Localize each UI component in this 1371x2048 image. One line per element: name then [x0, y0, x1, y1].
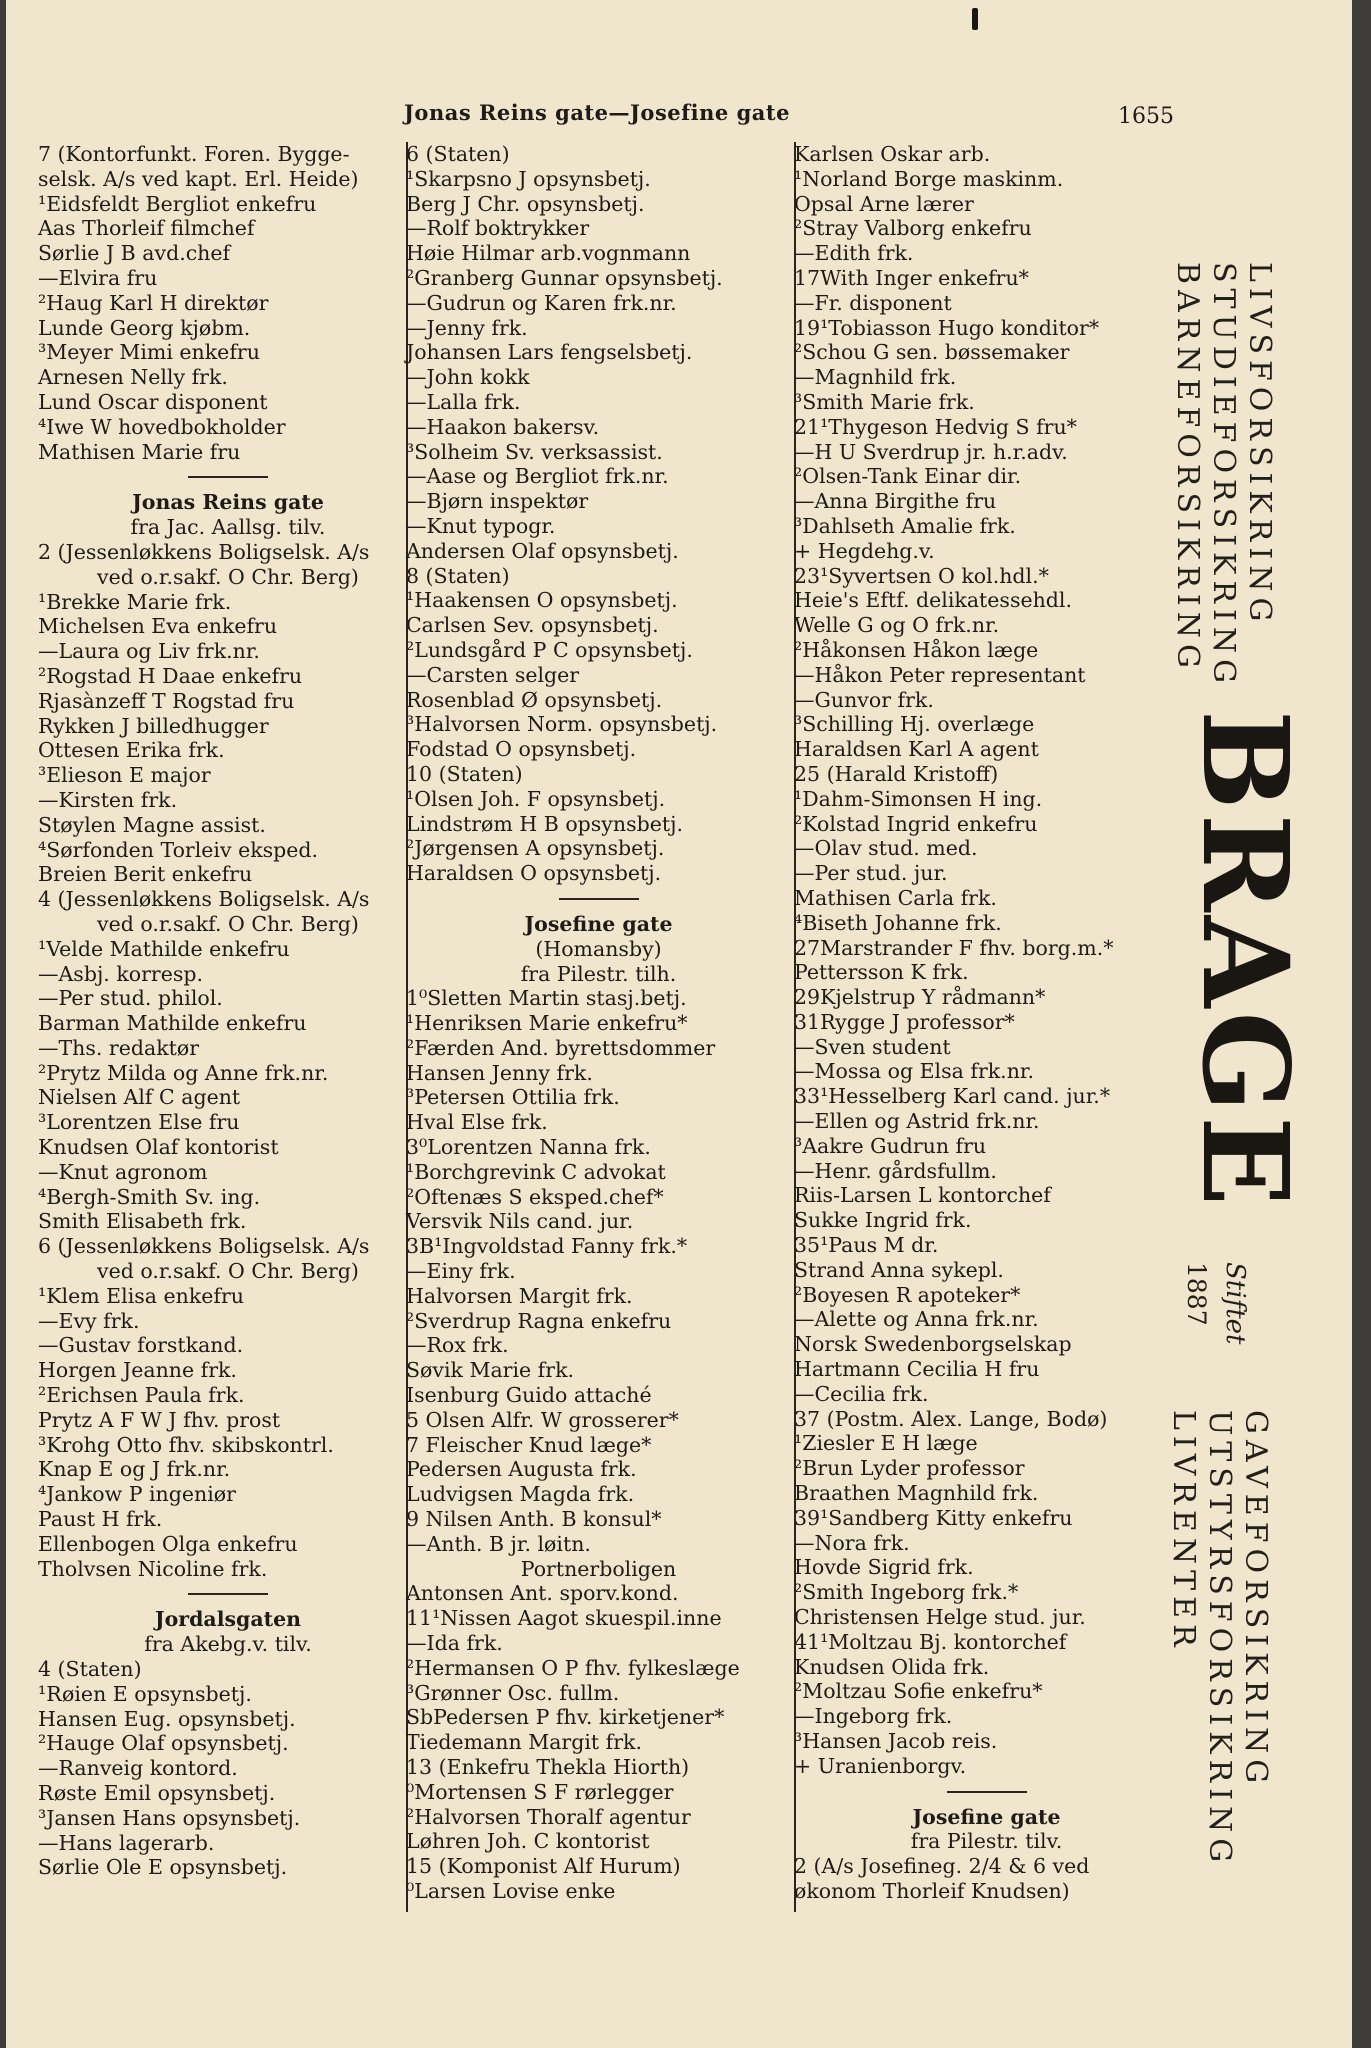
directory-column-1	[38, 142, 418, 1880]
directory-entry: Lunde Georg kjøbm.	[38, 315, 251, 340]
directory-entry: 7 Fleischer Knud læge*	[406, 1432, 652, 1457]
directory-entry: Hovde Sigrid frk.	[794, 1555, 974, 1580]
directory-entry: —Olav stud. med.	[794, 836, 978, 861]
directory-entry: ⁰Larsen Lovise enke	[406, 1878, 616, 1903]
directory-entry: Isenburg Guido attaché	[406, 1383, 652, 1408]
directory-entry: —Edith frk.	[794, 241, 914, 266]
directory-entry: —Knut typogr.	[406, 513, 556, 538]
directory-entry: Ottesen Erika frk.	[38, 738, 225, 763]
directory-entry: ²Håkonsen Håkon læge	[794, 637, 1039, 662]
directory-entry: 13 (Enkefru Thekla Hiorth)	[406, 1755, 690, 1779]
directory-entry: —Alette og Anna frk.nr.	[794, 1307, 1039, 1332]
directory-entry: ¹Skarpsno J opsynsbetj.	[406, 166, 651, 191]
directory-entry: —Per stud. philol.	[38, 986, 223, 1011]
directory-entry: Rjasànzeff T Rogstad fru	[38, 688, 295, 713]
directory-entry: ¹Borchgrevink C advokat	[406, 1159, 666, 1184]
directory-entry: ³Smith Marie frk.	[794, 389, 975, 414]
directory-entry: ¹Henriksen Marie enkefru*	[406, 1011, 688, 1036]
directory-entry: ²Moltzau Sofie enkefru*	[794, 1679, 1043, 1704]
directory-entry: 2 (Jessenløkkens Boligselsk. A/s	[38, 539, 370, 564]
section-divider	[38, 464, 418, 490]
directory-entry: ²Jørgensen A opsynsbetj.	[406, 836, 665, 861]
directory-entry: + Hegdehg.v.	[794, 538, 935, 563]
directory-entry: 37 (Postm. Alex. Lange, Bodø)	[794, 1406, 1108, 1431]
directory-entry: Andersen Olaf opsynsbetj.	[406, 538, 679, 563]
directory-entry: ³Krohg Otto fhv. skibskontrl.	[38, 1432, 334, 1457]
directory-entry: 35¹Paus M dr.	[794, 1233, 939, 1258]
directory-entry: ²Halvorsen Thoralf agentur	[406, 1804, 691, 1829]
directory-entry: 4 (Staten)	[38, 1657, 142, 1682]
directory-column-3	[794, 142, 1179, 1904]
directory-entry: Lindstrøm H B opsynsbetj.	[406, 811, 683, 836]
directory-entry: SbPedersen P fhv. kirketjener*	[406, 1705, 725, 1730]
directory-entry: ²Oftenæs S eksped.chef*	[406, 1184, 664, 1209]
street-heading: Jordalsgaten	[154, 1607, 302, 1632]
directory-entry: ²Smith Ingeborg frk.*	[794, 1580, 1019, 1605]
street-subheading: fra Pilestr. tilv.	[910, 1829, 1063, 1854]
directory-entry: —Ths. redaktør	[38, 1035, 200, 1060]
directory-entry: ¹Velde Mathilde enkefru	[38, 936, 290, 961]
directory-entry: ¹Røien E opsynsbetj.	[38, 1681, 252, 1706]
directory-entry: ³Lorentzen Else fru	[38, 1110, 240, 1135]
directory-entry: Breien Berit enkefru	[38, 862, 253, 887]
directory-entry: —Anth. B jr. løitn.	[406, 1531, 591, 1556]
directory-entry: Braathen Magnhild frk.	[794, 1481, 1039, 1506]
directory-entry: 31Rygge J professor*	[794, 1009, 1015, 1034]
directory-entry: ⁴Jankow P ingeniør	[38, 1482, 236, 1507]
street-subheading: fra Jac. Aallsg. tilv.	[130, 515, 326, 540]
directory-entry: —Rolf boktrykker	[406, 216, 590, 241]
directory-entry: ²Olsen-Tank Einar dir.	[794, 464, 1022, 489]
directory-entry: ⁴Bergh-Smith Sv. ing.	[38, 1184, 261, 1209]
directory-entry: 9 Nilsen Anth. B konsul*	[406, 1507, 662, 1532]
directory-entry: Berg J Chr. opsynsbetj.	[406, 191, 645, 216]
directory-entry: Haraldsen Karl A agent	[794, 737, 1039, 762]
ad-line-utstyrsforsikring: UTSTYRSFORSIKRING	[1202, 1410, 1237, 1869]
directory-entry: 11¹Nissen Aagot skuespil.inne	[406, 1606, 722, 1631]
page-header-title: Jonas Reins gate—Josefine gate	[404, 100, 790, 125]
directory-entry: —Gustav forstkand.	[38, 1333, 244, 1358]
directory-entry: Sørlie Ole E opsynsbetj.	[38, 1855, 288, 1880]
directory-entry: —Ranveig kontord.	[38, 1756, 238, 1781]
directory-entry: —Bjørn inspektør	[406, 489, 589, 514]
directory-entry: —Magnhild frk.	[794, 365, 957, 390]
directory-entry: ²Sverdrup Ragna enkefru	[406, 1308, 672, 1333]
page-number: 1655	[1118, 104, 1174, 129]
directory-entry: 6 (Staten)	[406, 142, 510, 166]
directory-entry: Mathisen Marie fru	[38, 439, 241, 464]
street-subheading: ved o.r.sakf. O Chr. Berg)	[97, 564, 359, 589]
directory-entry: ³Dahlseth Amalie frk.	[794, 513, 1016, 538]
directory-page	[6, 0, 1352, 2048]
directory-entry: —H U Sverdrup jr. h.r.adv.	[794, 439, 1068, 464]
directory-entry: 6 (Jessenløkkens Boligselsk. A/s	[38, 1234, 370, 1259]
directory-entry: Sørlie J B avd.chef	[38, 241, 231, 266]
directory-entry: ²Schou G sen. bøssemaker	[794, 340, 1070, 365]
directory-entry: —Mossa og Elsa frk.nr.	[794, 1059, 1034, 1084]
directory-entry: —Henr. gårdsfullm.	[794, 1158, 997, 1183]
directory-entry: Knap E og J frk.nr.	[38, 1457, 231, 1482]
brage-logo: BRAGE	[1176, 710, 1315, 1211]
directory-entry: ³Elieson E major	[38, 763, 211, 788]
directory-entry: 29Kjelstrup Y rådmann*	[794, 985, 1046, 1010]
directory-entry: 41¹Moltzau Bj. kontorchef	[794, 1629, 1067, 1654]
street-subheading: fra Akebg.v. tilv.	[144, 1632, 312, 1657]
directory-entry: —Cecilia frk.	[794, 1381, 929, 1406]
directory-entry: Mathisen Carla frk.	[794, 885, 997, 910]
directory-entry: ⁰Mortensen S F rørlegger	[406, 1779, 674, 1804]
ad-line-livrenter: LIVRENTER	[1166, 1410, 1201, 1653]
directory-entry: ³Jansen Hans opsynsbetj.	[38, 1805, 301, 1830]
directory-entry: ¹Norland Borge maskinm.	[794, 166, 1064, 191]
directory-entry: Halvorsen Margit frk.	[406, 1283, 633, 1308]
street-heading: Josefine gate	[912, 1804, 1061, 1829]
street-heading: Josefine gate	[524, 911, 673, 936]
directory-entry: ²Prytz Milda og Anne frk.nr.	[38, 1060, 329, 1085]
directory-entry: Knudsen Olida frk.	[794, 1654, 990, 1679]
directory-entry: ²Hermansen O P fhv. fylkeslæge	[406, 1655, 740, 1680]
directory-entry: Ellenbogen Olga enkefru	[38, 1531, 298, 1556]
directory-entry: Johansen Lars fengselsbetj.	[406, 340, 693, 365]
directory-entry: ¹Brekke Marie frk.	[38, 589, 232, 614]
directory-entry: ¹Klem Elisa enkefru	[38, 1283, 244, 1308]
directory-entry: 15 (Komponist Alf Hurum)	[406, 1854, 681, 1879]
directory-entry: Versvik Nils cand. jur.	[406, 1209, 634, 1234]
street-subheading: (Homansby)	[535, 936, 662, 961]
directory-entry: ¹Eidsfeldt Bergliot enkefru	[38, 191, 317, 216]
directory-entry: —Gunvor frk.	[794, 687, 934, 712]
directory-entry: ²Lundsgård P C opsynsbetj.	[406, 637, 693, 662]
section-divider	[794, 1779, 1179, 1805]
directory-entry: —Sven student	[794, 1034, 951, 1059]
directory-entry: Hansen Eug. opsynsbetj.	[38, 1706, 296, 1731]
directory-entry: ³Solheim Sv. verksassist.	[406, 439, 663, 464]
directory-entry: 17With Inger enkefru*	[794, 265, 1029, 290]
directory-entry: 23¹Syvertsen O kol.hdl.*	[794, 563, 1049, 588]
directory-entry: —Laura og Liv frk.nr.	[38, 639, 260, 664]
directory-entry: —Ingeborg frk.	[794, 1704, 953, 1729]
directory-entry: Horgen Jeanne frk.	[38, 1358, 237, 1383]
directory-entry: —Knut agronom	[38, 1159, 208, 1184]
founded-year: 1887	[1182, 1262, 1211, 1326]
directory-entry: Pettersson K frk.	[794, 960, 969, 985]
directory-entry: ²Brun Lyder professor	[794, 1456, 1025, 1481]
directory-entry: —Jenny frk.	[406, 315, 528, 340]
directory-entry: Hansen Jenny frk.	[406, 1060, 593, 1085]
directory-entry: ⁴Iwe W hovedbokholder	[38, 414, 286, 439]
directory-entry: ³Grønner Osc. fullm.	[406, 1680, 620, 1705]
street-heading: Jonas Reins gate	[132, 490, 324, 515]
ad-line-studieforsikring: STUDIEFORSIKRING	[1206, 262, 1241, 690]
directory-entry: Rosenblad Ø opsynsbetj.	[406, 687, 663, 712]
directory-entry: selsk. A/s ved kapt. Erl. Heide)	[38, 166, 359, 191]
directory-entry: Hval Else frk.	[406, 1110, 548, 1135]
directory-entry: Opsal Arne lærer	[794, 191, 974, 216]
directory-entry: —Carsten selger	[406, 662, 580, 687]
directory-entry: —Per stud. jur.	[794, 861, 948, 886]
directory-entry: Støylen Magne assist.	[38, 812, 266, 837]
directory-entry: —Lalla frk.	[406, 389, 521, 414]
directory-entry: —Evy frk.	[38, 1308, 140, 1333]
directory-entry: ²Rogstad H Daae enkefru	[38, 663, 303, 688]
directory-entry: 3⁰Lorentzen Nanna frk.	[406, 1135, 651, 1160]
street-subheading: ved o.r.sakf. O Chr. Berg)	[97, 911, 359, 936]
directory-entry: —Fr. disponent	[794, 290, 952, 315]
directory-entry: ²Færden And. byrettsdommer	[406, 1035, 716, 1060]
directory-entry: Paust H frk.	[38, 1507, 163, 1532]
directory-entry: —Asbj. korresp.	[38, 961, 203, 986]
directory-entry: Høie Hilmar arb.vognmann	[406, 241, 691, 266]
directory-entry: Ludvigsen Magda frk.	[406, 1482, 635, 1507]
directory-entry: Haraldsen O opsynsbetj.	[406, 861, 662, 886]
directory-entry: Pedersen Augusta frk.	[406, 1457, 637, 1482]
directory-entry: ¹Haakensen O opsynsbetj.	[406, 588, 678, 613]
directory-entry: Prytz A F W J fhv. prost	[38, 1407, 281, 1432]
directory-entry: Carlsen Sev. opsynsbetj.	[406, 613, 659, 638]
street-subheading: Portnerboligen	[520, 1556, 677, 1581]
directory-entry: 10 (Staten)	[406, 761, 523, 786]
directory-entry: —Nora frk.	[794, 1530, 910, 1555]
directory-entry: —Gudrun og Karen frk.nr.	[406, 290, 677, 315]
directory-entry: Sukke Ingrid frk.	[794, 1208, 972, 1233]
directory-entry: —Rox frk.	[406, 1333, 509, 1358]
directory-entry: Riis-Larsen L kontorchef	[794, 1183, 1051, 1208]
directory-entry: Heie's Eftf. delikatessehdl.	[794, 588, 1073, 613]
directory-entry: Knudsen Olaf kontorist	[38, 1135, 279, 1160]
directory-entry: ²Boyesen R apoteker*	[794, 1282, 1021, 1307]
directory-entry: Arnesen Nelly frk.	[38, 365, 228, 390]
directory-entry: ³Hansen Jacob reis.	[794, 1729, 998, 1753]
directory-entry: Hartmann Cecilia H fru	[794, 1357, 1040, 1382]
directory-entry: —Ida frk.	[406, 1631, 503, 1656]
directory-entry: ¹Ziesler E H læge	[794, 1431, 978, 1456]
directory-entry: —Einy frk.	[406, 1259, 516, 1284]
directory-entry: ¹Olsen Joh. F opsynsbetj.	[406, 786, 666, 811]
directory-entry: 39¹Sandberg Kitty enkefru	[794, 1505, 1073, 1530]
directory-entry: Norsk Swedenborgselskap	[794, 1332, 1072, 1357]
directory-entry: Rykken J billedhugger	[38, 713, 269, 738]
directory-entry: 21¹Thygeson Hedvig S fru*	[794, 414, 1077, 439]
directory-entry: 5 Olsen Alfr. W grosserer*	[406, 1407, 679, 1432]
directory-column-2	[406, 142, 791, 1904]
directory-entry: Smith Elisabeth frk.	[38, 1209, 247, 1234]
directory-entry: Welle G og O frk.nr.	[794, 613, 1000, 638]
directory-entry: ²Kolstad Ingrid enkefru	[794, 811, 1038, 836]
directory-entry: ⁴Sørfonden Torleiv eksped.	[38, 837, 319, 862]
directory-entry: 27Marstrander F fhv. borg.m.*	[794, 935, 1114, 960]
directory-entry: —Hans lagerarb.	[38, 1830, 215, 1855]
directory-entry: 4 (Jessenløkkens Boligselsk. A/s	[38, 887, 370, 912]
street-subheading: fra Pilestr. tilh.	[520, 961, 677, 986]
directory-entry: Barman Mathilde enkefru	[38, 1011, 307, 1036]
ad-line-livsforsikring: LIVSFORSIKRING	[1242, 262, 1277, 628]
section-divider	[406, 886, 791, 912]
directory-entry: Nielsen Alf C agent	[38, 1085, 241, 1110]
directory-entry: ³Meyer Mimi enkefru	[38, 340, 260, 365]
directory-entry: ³Schilling Hj. overlæge	[794, 712, 1035, 737]
directory-entry: Løhren Joh. C kontorist	[406, 1829, 650, 1854]
directory-entry: Tiedemann Margit frk.	[406, 1730, 642, 1755]
directory-entry: ²Haug Karl H direktør	[38, 290, 269, 315]
directory-entry: Lund Oscar disponent	[38, 389, 268, 414]
directory-entry: Tholvsen Nicoline frk.	[38, 1556, 268, 1581]
directory-entry: ²Granberg Gunnar opsynsbetj.	[406, 265, 723, 290]
directory-entry: ²Erichsen Paula frk.	[38, 1383, 245, 1408]
directory-entry: + Uranienborgv.	[794, 1753, 967, 1778]
directory-entry: —Ellen og Astrid frk.nr.	[794, 1109, 1040, 1134]
binder-mark	[972, 8, 978, 30]
directory-entry: ²Stray Valborg enkefru	[794, 216, 1032, 241]
directory-entry: —Anna Birgithe fru	[794, 489, 997, 514]
directory-entry: 7 (Kontorfunkt. Foren. Bygge-	[38, 142, 350, 166]
directory-entry: ³Petersen Ottilia frk.	[406, 1085, 620, 1110]
directory-entry: 2 (A/s Josefineg. 2/4 & 6 ved	[794, 1854, 1090, 1879]
directory-entry: Karlsen Oskar arb.	[794, 142, 991, 166]
ad-line-barneforsikring: BARNEFORSIKRING	[1170, 262, 1205, 674]
directory-entry: Søvik Marie frk.	[406, 1358, 575, 1383]
ad-line-gaveforsikring: GAVEFORSIKRING	[1238, 1410, 1273, 1790]
directory-entry: 8 (Staten)	[406, 563, 510, 588]
directory-entry: ⁴Biseth Johanne frk.	[794, 910, 1002, 935]
directory-entry: —Aase og Bergliot frk.nr.	[406, 464, 669, 489]
directory-entry: Christensen Helge stud. jur.	[794, 1605, 1086, 1630]
directory-entry: —Kirsten frk.	[38, 787, 178, 812]
directory-entry: —John kokk	[406, 365, 530, 390]
directory-entry: —Elvira fru	[38, 265, 158, 290]
directory-entry: Michelsen Eva enkefru	[38, 614, 278, 639]
directory-entry: 19¹Tobiasson Hugo konditor*	[794, 315, 1100, 340]
directory-entry: Aas Thorleif filmchef	[38, 216, 255, 241]
directory-entry: Strand Anna sykepl.	[794, 1257, 1004, 1282]
section-divider	[38, 1581, 418, 1607]
directory-entry: 33¹Hesselberg Karl cand. jur.*	[794, 1084, 1111, 1109]
directory-entry: økonom Thorleif Knudsen)	[794, 1878, 1070, 1903]
directory-entry: ³Aakre Gudrun fru	[794, 1133, 987, 1158]
street-subheading: ved o.r.sakf. O Chr. Berg)	[97, 1259, 359, 1284]
founded-label: Stiftet	[1220, 1262, 1250, 1345]
directory-entry: 1⁰Sletten Martin stasj.betj.	[406, 986, 687, 1011]
directory-entry: Røste Emil opsynsbetj.	[38, 1781, 276, 1805]
directory-entry: Antonsen Ant. sporv.kond.	[406, 1581, 679, 1606]
directory-entry: ²Hauge Olaf opsynsbetj.	[38, 1731, 289, 1756]
directory-entry: Fodstad O opsynsbetj.	[406, 737, 637, 762]
directory-entry: —Haakon bakersv.	[406, 414, 600, 439]
directory-entry: ¹Dahm-Simonsen H ing.	[794, 786, 1043, 811]
directory-entry: ³Halvorsen Norm. opsynsbetj.	[406, 712, 718, 737]
directory-entry: 3B¹Ingvoldstad Fanny frk.*	[406, 1234, 688, 1259]
directory-entry: —Håkon Peter representant	[794, 662, 1086, 687]
directory-entry: 25 (Harald Kristoff)	[794, 761, 999, 786]
